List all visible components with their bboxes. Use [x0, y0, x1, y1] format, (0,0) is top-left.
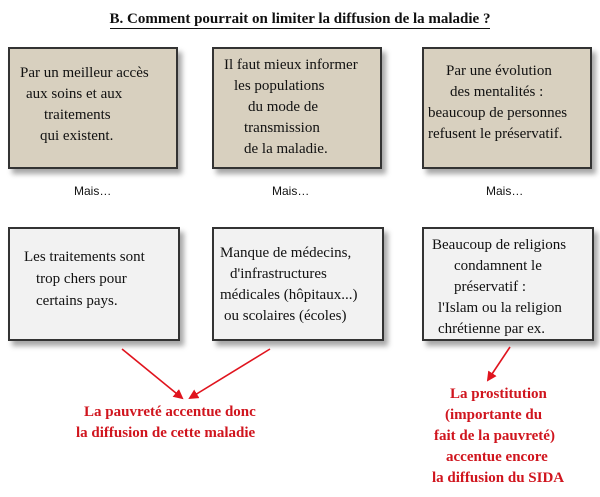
box-text-line: l'Islam ou la religion [438, 300, 562, 316]
box-text-line: Par un meilleur accès [20, 65, 149, 81]
arrow-from-box3 [488, 347, 510, 380]
arrow-from-box2 [190, 349, 270, 398]
box-text-line: les populations [234, 78, 325, 94]
box-text-line: Manque de médecins, [220, 245, 352, 261]
box-text-line: aux soins et aux [26, 86, 123, 102]
arrow-from-box1 [122, 349, 182, 398]
conclusion-right-line: la diffusion du SIDA [432, 470, 565, 486]
mais-label: Mais… [486, 184, 524, 198]
box-text-line: Il faut mieux informer [224, 57, 358, 73]
box-text-line: des mentalités : [450, 84, 544, 100]
box-text-line: condamnent le [454, 258, 542, 274]
box-text-line: médicales (hôpitaux...) [220, 287, 358, 303]
box-text-line: chrétienne par ex. [438, 321, 546, 337]
box-text-line: d'infrastructures [230, 266, 327, 282]
conclusion-right-line: accentue encore [446, 449, 548, 465]
box-text-line: de la maladie. [244, 141, 328, 157]
box-text-line: beaucoup de personnes [428, 105, 568, 121]
conclusion-left-line: la diffusion de cette maladie [76, 425, 256, 441]
conclusion-right-line: (importante du [445, 407, 543, 423]
mais-label: Mais… [74, 184, 112, 198]
box-text-line: Par une évolution [446, 63, 552, 79]
box-text-line: transmission [244, 120, 320, 136]
mais-label: Mais… [272, 184, 310, 198]
box-text-line: qui existent. [40, 128, 114, 144]
box-text-line: Les traitements sont [24, 249, 145, 265]
box-text-line: traitements [44, 107, 111, 123]
box-text-line: du mode de [248, 99, 318, 115]
page-title: B. Comment pourrait on limiter la diffusion de la maladie ? [109, 11, 491, 27]
box-text-line: Beaucoup de religions [432, 237, 567, 253]
conclusion-right-line: fait de la pauvreté) [434, 428, 555, 444]
box-text-line: certains pays. [36, 293, 118, 309]
conclusion-right-line: La prostitution [450, 386, 547, 402]
box-text-line: trop chers pour [36, 271, 127, 287]
box-text-line: ou scolaires (écoles) [224, 308, 347, 324]
box-text-line: préservatif : [454, 279, 527, 295]
conclusion-left-line: La pauvreté accentue donc [84, 404, 256, 420]
box-text-line: refusent le préservatif. [428, 126, 563, 142]
